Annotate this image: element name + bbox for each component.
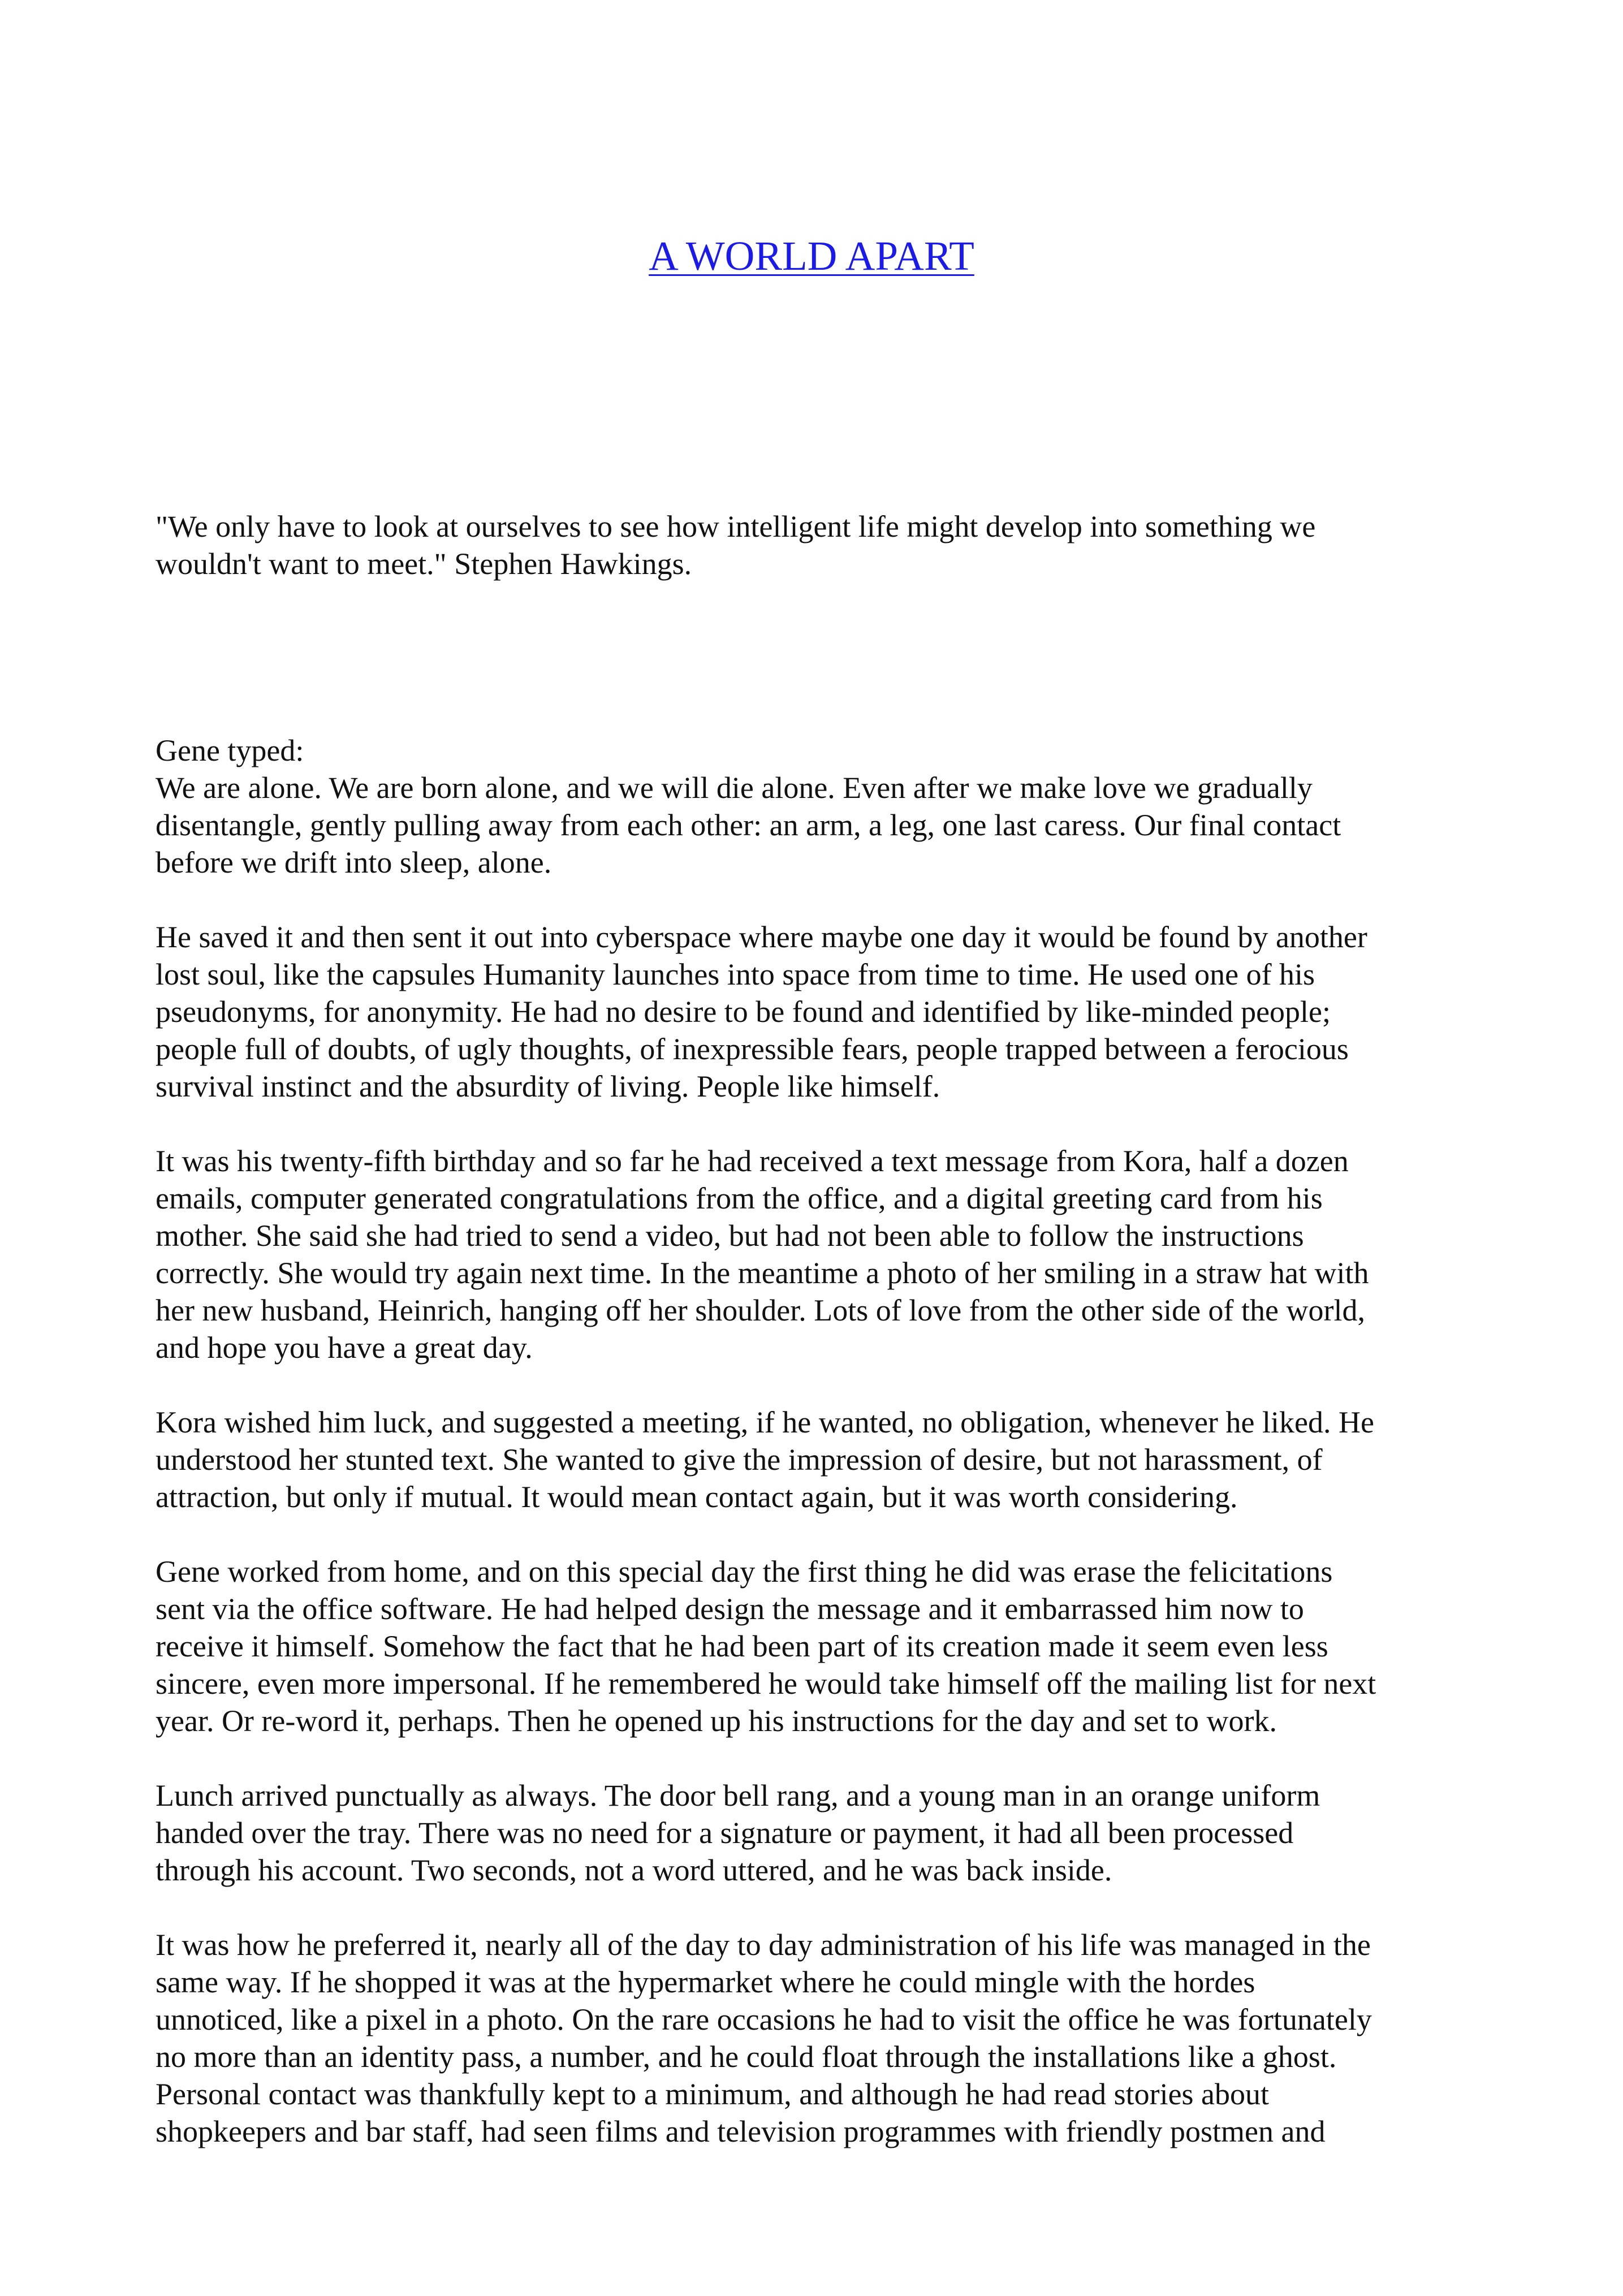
- paragraph-line: attraction, but only if mutual. It would mean contact again, but it was worth considering.: [156, 1480, 1238, 1514]
- paragraph-line: her new husband, Heinrich, hanging off her shoulder. Lots of love from the other side of the world,: [156, 1293, 1365, 1327]
- paragraph-gene-typed: [156, 732, 1482, 881]
- paragraph-line: pseudonyms, for anonymity. He had no desire to be found and identified by like-minded people;: [156, 995, 1331, 1029]
- paragraph-line: before we drift into sleep, alone.: [156, 845, 552, 879]
- page-title: [0, 231, 1623, 282]
- paragraph-line: and hope you have a great day.: [156, 1331, 533, 1365]
- paragraph-kora: [156, 1404, 1482, 1516]
- paragraph-line: It was how he preferred it, nearly all of the day to day administration of his life was managed in the: [156, 1928, 1371, 1962]
- paragraph-line: Gene worked from home, and on this special day the first thing he did was erase the felicitations: [156, 1555, 1333, 1589]
- paragraph-line: mother. She said she had tried to send a video, but had not been able to follow the instructions: [156, 1219, 1304, 1253]
- paragraph-line: survival instinct and the absurdity of living. People like himself.: [156, 1069, 940, 1103]
- paragraph-line: year. Or re-word it, perhaps. Then he opened up his instructions for the day and set to work.: [156, 1704, 1277, 1738]
- paragraph-line: unnoticed, like a pixel in a photo. On the rare occasions he had to visit the office he was fortunately: [156, 2002, 1372, 2036]
- paragraph-line: understood her stunted text. She wanted to give the impression of desire, but not harassment, of: [156, 1443, 1323, 1477]
- document-body: [156, 508, 1482, 2187]
- paragraph-line: We are alone. We are born alone, and we will die alone. Even after we make love we gradually: [156, 771, 1313, 805]
- epigraph-line: "We only have to look at ourselves to see how intelligent life might develop into something we: [156, 510, 1316, 543]
- paragraph-line: Lunch arrived punctually as always. The door bell rang, and a young man in an orange uniform: [156, 1779, 1320, 1812]
- paragraph-line: correctly. She would try again next time. In the meantime a photo of her smiling in a straw hat with: [156, 1256, 1369, 1290]
- paragraph-work-from-home: [156, 1553, 1482, 1740]
- paragraph-line: Kora wished him luck, and suggested a meeting, if he wanted, no obligation, whenever he liked. He: [156, 1405, 1374, 1439]
- paragraph-line: sincere, even more impersonal. If he remembered he would take himself off the mailing list for next: [156, 1667, 1376, 1701]
- epigraph-line: wouldn't want to meet." Stephen Hawkings.: [156, 547, 692, 581]
- paragraph-line: people full of doubts, of ugly thoughts, of inexpressible fears, people trapped between a ferocious: [156, 1032, 1349, 1066]
- epigraph-quote: [156, 508, 1482, 582]
- paragraph-preferred: [156, 1926, 1482, 2150]
- paragraph-line: handed over the tray. There was no need for a signature or payment, it had all been processed: [156, 1816, 1294, 1850]
- paragraph-line: It was his twenty-fifth birthday and so far he had received a text message from Kora, half a dozen: [156, 1144, 1349, 1178]
- paragraph-line: same way. If he shopped it was at the hypermarket where he could mingle with the hordes: [156, 1965, 1255, 1999]
- paragraph-line: disentangle, gently pulling away from each other: an arm, a leg, one last caress. Our final contact: [156, 808, 1341, 842]
- paragraph-birthday: [156, 1142, 1482, 1366]
- paragraph-line: emails, computer generated congratulations from the office, and a digital greeting card from his: [156, 1181, 1323, 1215]
- paragraph-line: Gene typed:: [156, 733, 304, 767]
- paragraph-line: sent via the office software. He had helped design the message and it embarrassed him now to: [156, 1592, 1304, 1626]
- paragraph-line: no more than an identity pass, a number, and he could float through the installations like a ghost.: [156, 2040, 1337, 2074]
- title-link[interactable]: A WORLD APART: [649, 233, 974, 279]
- paragraph-cyberspace: [156, 918, 1482, 1105]
- paragraph-line: Personal contact was thankfully kept to a minimum, and although he had read stories about: [156, 2077, 1270, 2111]
- paragraph-line: lost soul, like the capsules Humanity launches into space from time to time. He used one of his: [156, 957, 1315, 991]
- paragraph-line: receive it himself. Somehow the fact that he had been part of its creation made it seem even less: [156, 1629, 1328, 1663]
- paragraph-line: shopkeepers and bar staff, had seen films and television programmes with friendly postmen and: [156, 2114, 1326, 2148]
- paragraph-line: through his account. Two seconds, not a word uttered, and he was back inside.: [156, 1853, 1112, 1887]
- paragraph-lunch: [156, 1777, 1482, 1889]
- paragraph-line: He saved it and then sent it out into cyberspace where maybe one day it would be found by another: [156, 920, 1367, 954]
